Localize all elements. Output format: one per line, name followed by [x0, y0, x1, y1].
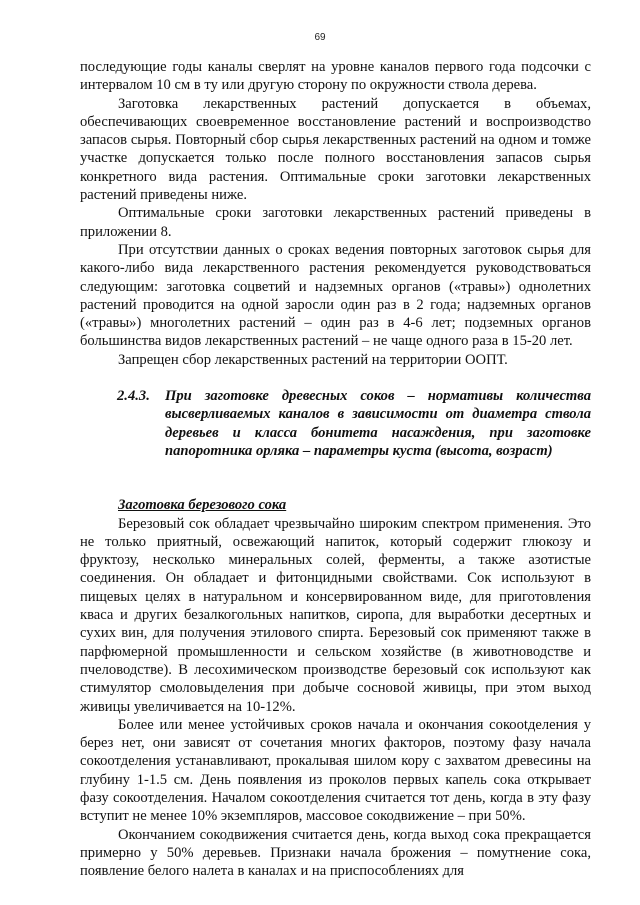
- page-number: 69: [314, 32, 326, 43]
- body-text: [80, 58, 591, 880]
- section-heading: [80, 387, 591, 460]
- paragraph: Оптимальные сроки заготовки лекарственных растений приведены в приложении 8.: [80, 205, 591, 240]
- paragraph: Заготовка лекарственных растений допускается в объемах, обеспечивающих своевременное восстановление растений и воспроизводство запасов сырья. Повторный сбор сырья лекарственных растений на одном и томже участке допускается только после полного восстановления запасов сырья конкретного вида растения. Оптимальные сроки заготовки лекарственных растений приведены ниже.: [80, 95, 591, 204]
- section-title: При заготовке древесных соков – нормативы количества высверливаемых каналов в зависимости от диаметра ствола деревьев и класса бонитета насаждения, при заготовке папоротника орляка – параметры куста (высота, возраст): [165, 388, 591, 459]
- paragraph: При отсутствии данных о сроках ведения повторных заготовок сырья для какого-либо вида лекарственного растения рекомендуется руководствоваться следующим: заготовка соцветий и надземных органов («травы») однолетних растений проводится на одной заросли один раз в 2 года; надземных органов («травы») многолетних растений – один раз в 4-6 лет; подземных органов большинства видов лекарственных растений – не чаще одного раза в 15-20 лет.: [80, 241, 591, 350]
- paragraph: Запрещен сбор лекарственных растений на территории ООПТ.: [118, 351, 508, 368]
- paragraph: последующие годы каналы сверлят на уровне каналов первого года подсочки с интервалом 10 см в ту или другую сторону по окружности ствола дерева.: [80, 59, 591, 94]
- paragraph: Окончанием сокодвижения считается день, когда выход сока прекращается примерно у 50% деревьев. Признаки начала брожения – помутнение сока, появление белого налета в каналах и на приспособлениях для: [80, 826, 591, 880]
- paragraph: Более или менее устойчивых сроков начала и окончания сокоotделения у берез нет, они зависят от сочетания многих факторов, поэтому фазу начала сокоотделения устанавливают, прокалывая шилом кору с захватом древесины на глубину 1-1.5 см. День появления из проколов первых капель сока открывает фазу сокоотделения. Началом сокоотделения считается тот день, когда в эту фазу вступит не менее 10% экземпляров, массовое сокодвижение – при 50%.: [80, 716, 591, 825]
- paragraph: Березовый сок обладает чрезвычайно широким спектром применения. Это не только приятный, освежающий напиток, который содержит глюкозу и фруктозу, несколько минеральных солей, ферменты, а также азотистые соединения. Он обладает и фитонцидными свойствами. Сок используют в пищевых целях в натуральном и консервированном виде, для приготовления кваса и других безалкогольных напитков, сиропа, для выработки десертных и сухих вин, для получения этилового спирта. Березовый сок применяют также в парфюмерной промышленности и сельском хозяйстве (в животноводстве и пчеловодстве). В лесохимическом производстве березовый сок используют как стимулятор смоловыделения при добыче сосновой живицы, при этом выход живицы увеличивается на 10-12%.: [80, 515, 591, 715]
- subheading: Заготовка березового сока: [118, 497, 287, 514]
- section-number: 2.4.3.: [117, 388, 150, 405]
